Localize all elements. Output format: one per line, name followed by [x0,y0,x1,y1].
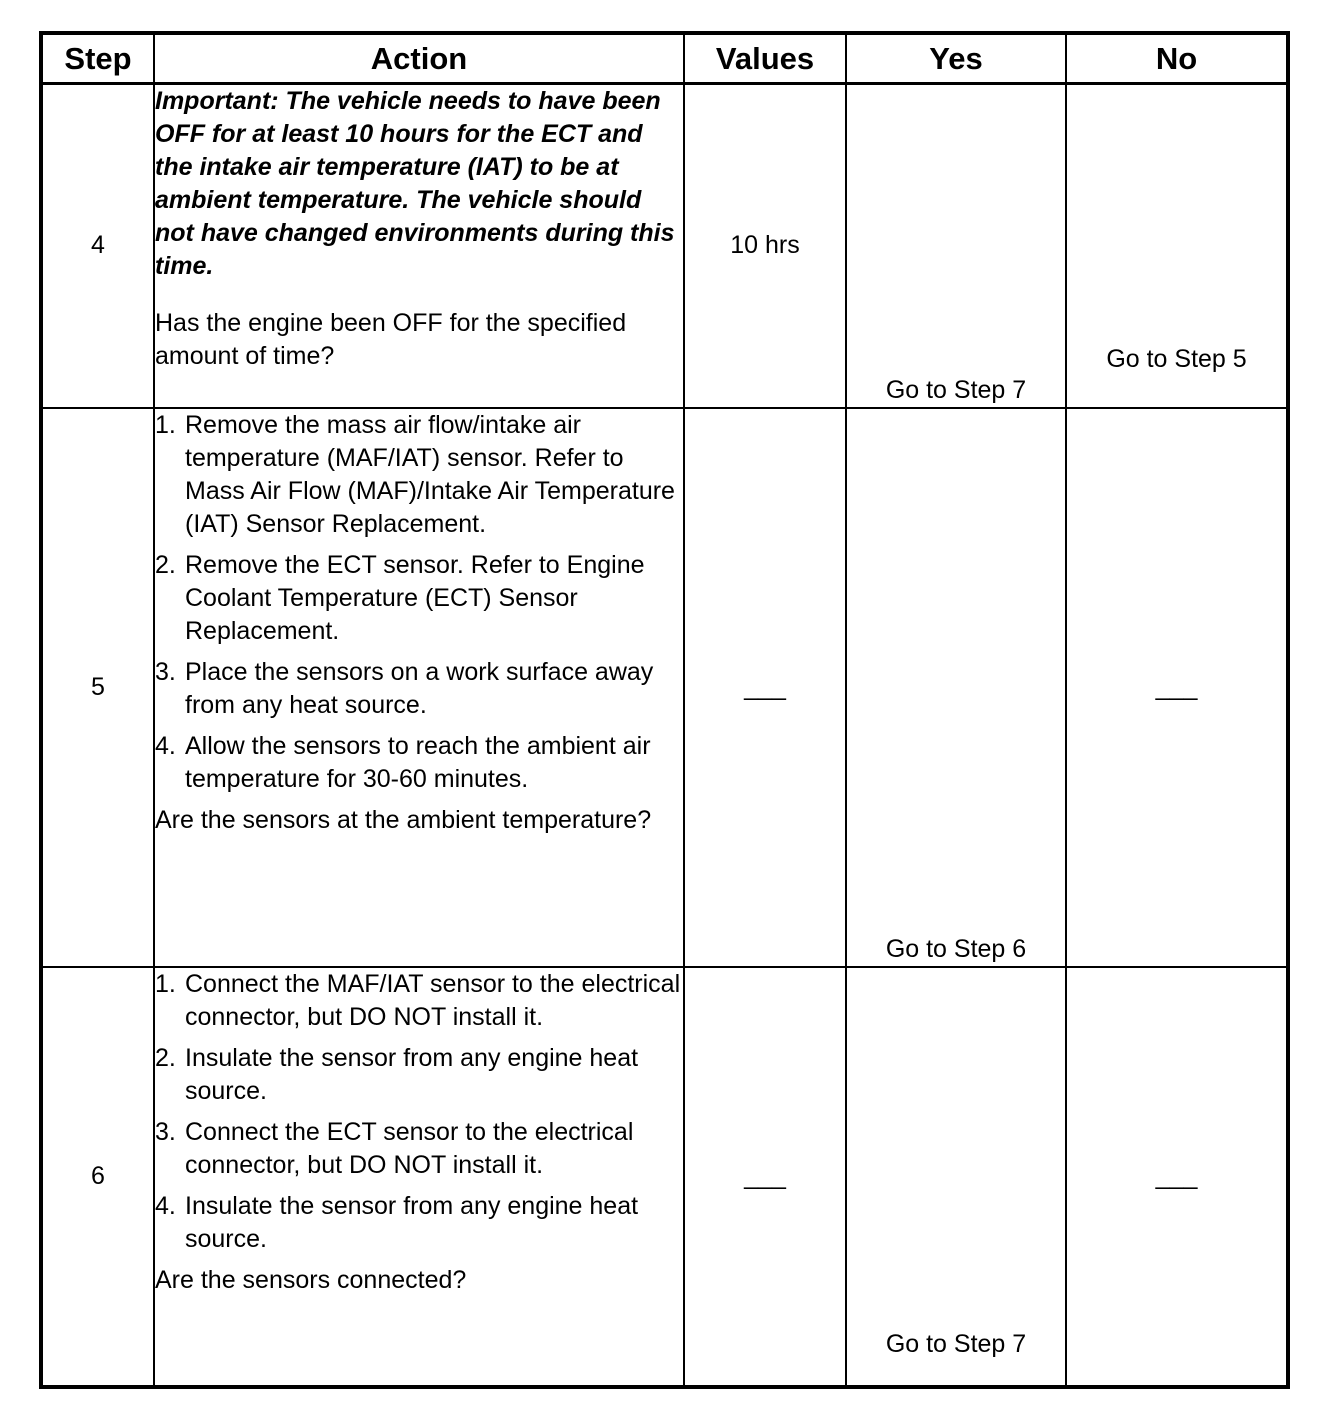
step-number: 5 [41,408,154,967]
yes-cell: Go to Step 7 [846,967,1066,1387]
list-item-number: 4. [155,731,176,760]
no-cell: Go to Step 5 [1066,84,1288,408]
important-note: Important: The vehicle needs to have been OFF for at least 10 hours for the ECT and the intake air temperature (IAT) to be at ambient temperature. The vehicle should not have changed environments during this time. [155,87,675,280]
yes-cell: Go to Step 6 [846,408,1066,967]
list-item [155,1042,683,1108]
list-item-number: 2. [155,550,176,579]
header-yes: Yes [846,33,1066,84]
list-item-text: Connect the MAF/IAT sensor to the electrical connector, but DO NOT install it. [185,969,681,1031]
step-number: 6 [41,967,154,1387]
list-item-number: 2. [155,1043,176,1072]
list-item-text: Allow the sensors to reach the ambient air temperature for 30-60 minutes. [185,731,651,793]
list-item-number: 3. [155,1117,176,1146]
list-item [155,1190,683,1256]
header-no: No [1066,33,1288,84]
list-item-text: Remove the mass air flow/intake air temperature (MAF/IAT) sensor. Refer to Mass Air Flow (MAF)/Intake Air Temperature (IAT) Sensor Replacement. [185,410,675,538]
question-text: Has the engine been OFF for the specified amount of time? [155,309,627,370]
list-item [155,409,683,541]
header-action: Action [154,33,684,84]
list-item-text: Remove the ECT sensor. Refer to Engine Coolant Temperature (ECT) Sensor Replacement. [185,550,645,645]
question-text: Are the sensors connected? [155,1265,467,1294]
action-cell [154,408,684,967]
yes-cell: Go to Step 7 [846,84,1066,408]
step-number: 4 [41,84,154,408]
list-item-number: 1. [155,410,176,439]
header-step: Step [41,33,154,84]
header-row [41,33,1288,84]
table-row [41,408,1288,967]
list-item [155,730,683,796]
list-item [155,968,683,1034]
header-values: Values [684,33,846,84]
list-item [155,656,683,722]
table-row [41,967,1288,1387]
list-item-text: Connect the ECT sensor to the electrical connector, but DO NOT install it. [185,1117,634,1179]
list-item-text: Insulate the sensor from any engine heat source. [185,1191,639,1253]
list-item-number: 4. [155,1191,176,1220]
action-cell [154,967,684,1387]
no-cell: ___ [1066,408,1288,967]
list-item [155,549,683,648]
values-cell: 10 hrs [684,84,846,408]
values-cell: ___ [684,408,846,967]
question-text: Are the sensors at the ambient temperature? [155,805,652,834]
table-row [41,84,1288,408]
action-steps-list [155,968,683,1256]
no-cell: ___ [1066,967,1288,1387]
action-steps-list [155,409,683,796]
list-item-text: Place the sensors on a work surface away from any heat source. [185,657,654,719]
diagnostic-table [39,31,1290,1389]
action-cell [154,84,684,408]
list-item-number: 1. [155,969,176,998]
list-item [155,1116,683,1182]
list-item-text: Insulate the sensor from any engine heat source. [185,1043,639,1105]
values-cell: ___ [684,967,846,1387]
list-item-number: 3. [155,657,176,686]
